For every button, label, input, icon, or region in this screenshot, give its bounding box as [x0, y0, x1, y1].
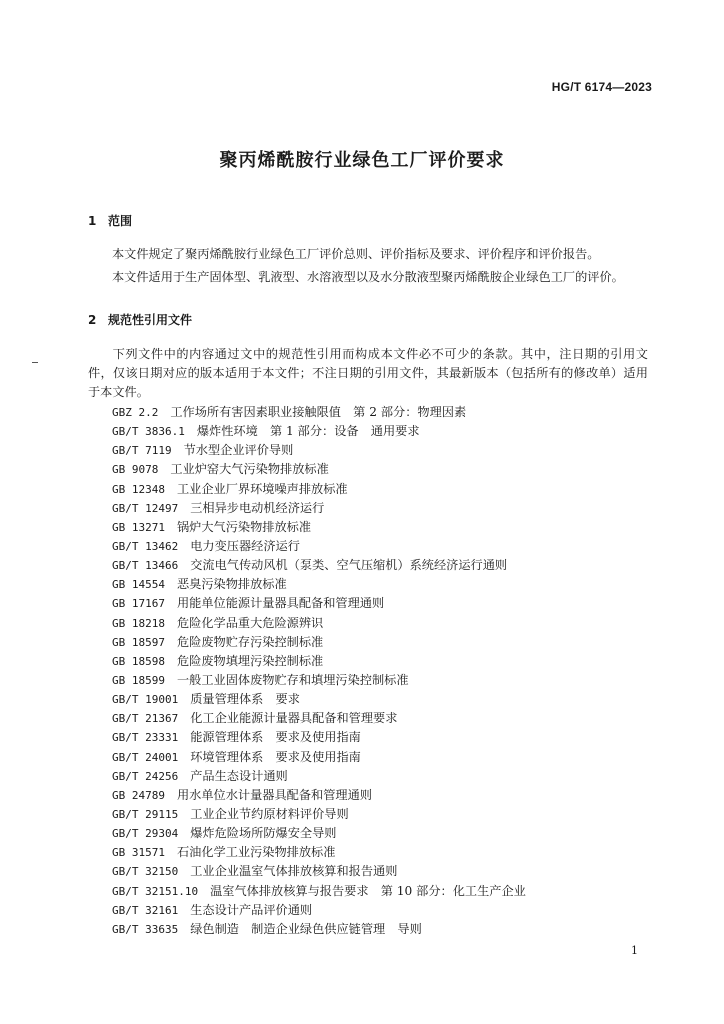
- standard-code: HG/T 6174—2023: [551, 80, 652, 94]
- reference-code: GB 14554: [112, 578, 165, 592]
- reference-title: 工业企业厂界环境噪声排放标准: [176, 481, 348, 496]
- reference-title: 用水单位水计量器具配备和管理通则: [176, 787, 372, 802]
- reference-title: 生态设计产品评价通则: [190, 902, 313, 917]
- reference-item: [112, 786, 526, 805]
- reference-code: GB/T 7119: [112, 444, 172, 458]
- reference-item: [112, 594, 526, 613]
- reference-item: [112, 460, 526, 479]
- reference-item: [112, 480, 526, 499]
- section-2-heading: [88, 311, 192, 328]
- reference-code: GB/T 32161: [112, 903, 179, 917]
- reference-code: GB 24789: [112, 788, 165, 802]
- reference-item: [112, 671, 526, 690]
- reference-title: 化工企业能源计量器具配备和管理要求: [190, 711, 398, 726]
- reference-code: GB 9078: [112, 463, 159, 477]
- reference-title: 交流电气传动风机（泵类、空气压缩机）系统经济运行通则: [190, 558, 508, 573]
- reference-code: GB/T 12497: [112, 501, 179, 515]
- reference-item: [112, 805, 526, 824]
- reference-item: [112, 901, 526, 920]
- reference-code: GB 18599: [112, 673, 165, 687]
- reference-item: [112, 499, 526, 518]
- reference-item: [112, 843, 526, 862]
- section-2-number: 2: [88, 313, 97, 327]
- reference-item: [112, 767, 526, 786]
- reference-item: [112, 575, 526, 594]
- reference-item: [112, 709, 526, 728]
- reference-code: GB 12348: [112, 482, 165, 496]
- section-1-number: 1: [88, 214, 97, 228]
- reference-code: GB/T 23331: [112, 731, 179, 745]
- scope-paragraph-2-text: 本文件适用于生产固体型、乳液型、水溶液型以及水分散液型聚丙烯酰胺企业绿色工厂的评价。: [112, 270, 624, 284]
- reference-item: [112, 728, 526, 747]
- scope-paragraph-2: [88, 268, 648, 287]
- reference-item: [112, 633, 526, 652]
- reference-item: [112, 882, 526, 901]
- reference-code: GB 18218: [112, 616, 165, 630]
- reference-title: 锅炉大气污染物排放标准: [176, 519, 312, 534]
- reference-code: GB/T 13466: [112, 559, 179, 573]
- reference-code: GB/T 19001: [112, 693, 179, 707]
- document-title: 聚丙烯酰胺行业绿色工厂评价要求: [219, 150, 505, 171]
- reference-code: GB 18597: [112, 635, 165, 649]
- reference-code: GB/T 3836.1: [112, 425, 185, 439]
- reference-title: 工业企业节约原材料评价导则: [190, 806, 349, 821]
- reference-item: [112, 690, 526, 709]
- reference-code: GB/T 24001: [112, 750, 179, 764]
- reference-title: 用能单位能源计量器具配备和管理通则: [176, 596, 385, 611]
- reference-list: [112, 403, 526, 939]
- reference-item: [112, 862, 526, 881]
- reference-code: GB/T 24256: [112, 769, 179, 783]
- reference-item: [112, 403, 526, 422]
- section-1-title: 范围: [108, 214, 133, 228]
- reference-code: GB 31571: [112, 846, 165, 860]
- reference-title: 环境管理体系 要求及使用指南: [190, 749, 361, 764]
- reference-item: [112, 556, 526, 575]
- reference-code: GB/T 32151.10: [112, 884, 199, 898]
- references-intro-text: 下列文件中的内容通过文中的规范性引用而构成本文件必不可少的条款。其中，注日期的引用文件，仅该日期对应的版本适用于本文件；不注日期的引用文件，其最新版本（包括所有的修改单）适用于本文件。: [88, 347, 648, 399]
- reference-title: 能源管理体系 要求及使用指南: [190, 730, 361, 745]
- reference-code: GB 18598: [112, 654, 165, 668]
- section-2-title: 规范性引用文件: [108, 313, 193, 327]
- reference-title: 三相异步电动机经济运行: [190, 500, 325, 515]
- reference-title: 恶臭污染物排放标准: [176, 577, 287, 592]
- reference-code: GB/T 21367: [112, 712, 179, 726]
- reference-title: 爆炸危险场所防爆安全导则: [190, 826, 337, 841]
- reference-title: 一般工业固体废物贮存和填埋污染控制标准: [176, 672, 409, 687]
- reference-title: 工业企业温室气体排放核算和报告通则: [190, 864, 398, 879]
- reference-code: GB 13271: [112, 520, 165, 534]
- reference-title: 石油化学工业污染物排放标准: [176, 845, 336, 860]
- reference-title: 绿色制造 制造企业绿色供应链管理 导则: [190, 921, 422, 936]
- reference-code: GB/T 29115: [112, 807, 179, 821]
- reference-item: [112, 920, 526, 939]
- reference-code: GB/T 32150: [112, 865, 179, 879]
- reference-item: [112, 824, 526, 843]
- margin-mark: [32, 362, 38, 363]
- reference-item: [112, 652, 526, 671]
- reference-title: 质量管理体系 要求: [190, 692, 300, 707]
- reference-title: 危险化学品重大危险源辨识: [176, 615, 324, 630]
- reference-title: 危险废物贮存污染控制标准: [176, 634, 324, 649]
- reference-code: GB/T 29304: [112, 827, 179, 841]
- reference-title: 产品生态设计通则: [190, 768, 288, 783]
- reference-item: [112, 518, 526, 537]
- reference-item: [112, 441, 526, 460]
- reference-title: 节水型企业评价导则: [183, 443, 294, 458]
- scope-paragraph-1-text: 本文件规定了聚丙烯酰胺行业绿色工厂评价总则、评价指标及要求、评价程序和评价报告。: [112, 247, 600, 261]
- section-1-heading: [88, 212, 132, 229]
- reference-code: GB/T 33635: [112, 922, 179, 936]
- reference-title: 电力变压器经济运行: [190, 538, 300, 553]
- reference-title: 危险废物填埋污染控制标准: [176, 653, 324, 668]
- references-intro: [88, 345, 648, 402]
- reference-item: [112, 537, 526, 556]
- reference-code: GB 17167: [112, 597, 165, 611]
- reference-title: 爆炸性环境 第 1 部分：设备 通用要求: [196, 424, 420, 439]
- reference-item: [112, 614, 526, 633]
- scope-paragraph-1: [88, 245, 648, 264]
- reference-title: 温室气体排放核算与报告要求 第 10 部分：化工生产企业: [210, 883, 526, 898]
- reference-code: GB/T 13462: [112, 539, 179, 553]
- reference-item: [112, 748, 526, 767]
- reference-title: 工业炉窑大气污染物排放标准: [170, 462, 329, 477]
- reference-item: [112, 422, 526, 441]
- page-number: 1: [631, 944, 638, 957]
- reference-title: 工作场所有害因素职业接触限值 第 2 部分：物理因素: [170, 405, 467, 419]
- reference-code: GBZ 2.2: [112, 406, 159, 419]
